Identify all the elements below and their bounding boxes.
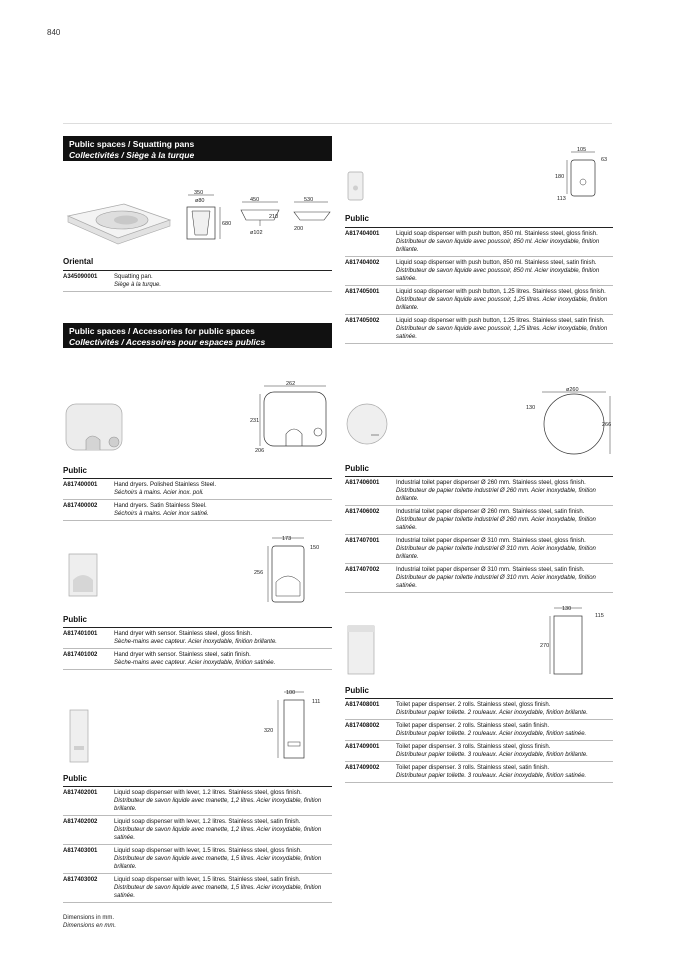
dim-105: 105 xyxy=(577,147,587,153)
product-code: A817404001 xyxy=(345,231,380,237)
soap-push-table xyxy=(345,227,613,344)
table-row xyxy=(63,649,332,670)
table-row xyxy=(345,228,613,257)
footer-note xyxy=(63,914,116,930)
dim-200: 200 xyxy=(294,226,304,232)
page-number: 840 xyxy=(47,28,61,37)
soap-push-photo xyxy=(346,170,366,204)
dim-80: ø80 xyxy=(195,198,205,204)
desc-en: Industrial toilet paper dispenser Ø 310 mm. Stainless steel, satin finish. xyxy=(396,567,585,573)
desc-fr: Distributeur papier toilette. 3 rouleaux. Acier inoxydable, finition satinée. xyxy=(396,773,587,779)
dim-63: 63 xyxy=(601,157,608,163)
soap-push-section-title: Public xyxy=(345,214,370,223)
sensor-dryer-drawing xyxy=(254,532,332,607)
soap-lever-photo xyxy=(68,708,90,764)
table-row xyxy=(63,479,332,500)
dim-350: 350 xyxy=(194,190,204,196)
table-row xyxy=(345,741,613,762)
product-code: A817400001 xyxy=(63,482,98,488)
table-row xyxy=(63,874,332,903)
product-code: A817400002 xyxy=(63,503,98,509)
desc-fr: Distributeur de papier toilette industriel Ø 310 mm. Acier inoxydable, finition satinée. xyxy=(396,575,596,589)
squatting-pan-photo xyxy=(64,198,174,246)
table-row xyxy=(345,720,613,741)
product-code: A817409002 xyxy=(345,765,380,771)
desc-fr: Distributeur papier toilette. 3 rouleaux. Acier inoxydable, finition brillante. xyxy=(396,752,588,758)
dim-111: 111 xyxy=(312,699,321,705)
table-row xyxy=(63,628,332,649)
dim-320: 320 xyxy=(264,728,274,734)
dim-150: 150 xyxy=(310,545,320,551)
desc-fr: Distributeur de savon liquide avec manette, 1,5 litres. Acier inoxydable, finition brillante. xyxy=(114,856,322,870)
desc-en: Liquid soap dispenser with lever, 1.2 litres. Stainless steel, satin finish. xyxy=(114,819,301,825)
desc-fr: Distributeur papier toilette. 2 rouleaux. Acier inoxydable, finition satinée. xyxy=(396,731,587,737)
desc-en: Liquid soap dispenser with push button, 1.25 litres. Stainless steel, satin finish. xyxy=(396,318,605,324)
desc-en: Toilet paper dispenser. 3 rolls. Stainless steel, satin finish. xyxy=(396,765,550,771)
desc-fr: Distributeur de savon liquide avec manette, 1,2 litres. Acier inoxydable, finition satinée. xyxy=(114,827,322,841)
desc-fr: Distributeur de savon liquide avec poussoir, 850 ml. Acier inoxydable, finition satinée. xyxy=(396,268,600,282)
dim-100: 100 xyxy=(286,690,296,696)
dim-206: 206 xyxy=(255,448,265,454)
table-row xyxy=(345,286,613,315)
desc-en: Hand dryers. Satin Stainless Steel. xyxy=(114,503,207,509)
desc-fr: Sèche-mains avec capteur. Acier inoxydable, finition satinée. xyxy=(114,660,276,666)
dim-231: 231 xyxy=(250,418,260,424)
toilet-rolls-table xyxy=(345,698,613,783)
product-code: A817408001 xyxy=(345,702,380,708)
sensor-dryer-section-title: Public xyxy=(63,615,88,624)
desc-fr: Distributeur de papier toilette industriel Ø 260 mm. Acier inoxydable, finition brillante. xyxy=(396,488,596,502)
squatting-header-fr: Collectivités / Siège à la turque xyxy=(69,150,195,160)
desc-en: Industrial toilet paper dispenser Ø 260 mm. Stainless steel, gloss finish. xyxy=(396,480,586,486)
soap-lever-table xyxy=(63,786,332,903)
accessories-header xyxy=(63,323,332,348)
product-code: A817405002 xyxy=(345,318,380,324)
toilet-industrial-table xyxy=(345,476,613,593)
squatting-header xyxy=(63,136,332,161)
desc-fr: Distributeur de savon liquide avec poussoir, 1,25 litres. Acier inoxydable, finition satinée. xyxy=(396,326,608,340)
desc-fr: Séchoirs à mains. Acier inox satiné. xyxy=(114,511,209,517)
dim-113: 113 xyxy=(557,196,566,202)
dim-130: 130 xyxy=(526,405,536,411)
desc-fr: Distributeur de papier toilette industriel Ø 260 mm. Acier inoxydable, finition satinée. xyxy=(396,517,596,531)
product-code: A817402001 xyxy=(63,790,98,796)
table-row xyxy=(345,477,613,506)
product-code: A817403001 xyxy=(63,848,98,854)
dim-530: 530 xyxy=(304,197,314,203)
hand-dryer-section-title: Public xyxy=(63,466,88,475)
dim-256: 256 xyxy=(254,570,264,576)
desc-fr: Séchoirs à mains. Acier inox. poli. xyxy=(114,490,204,496)
table-row xyxy=(345,257,613,286)
sensor-dryer-photo xyxy=(65,552,101,598)
sensor-dryer-table xyxy=(63,627,332,670)
desc-en: Liquid soap dispenser with push button, 850 ml. Stainless steel, satin finish. xyxy=(396,260,597,266)
toilet-rolls-drawing xyxy=(540,602,612,680)
desc-en: Liquid soap dispenser with lever, 1.2 litres. Stainless steel, gloss finish. xyxy=(114,790,302,796)
table-row xyxy=(63,816,332,845)
squatting-header-en: Public spaces / Squatting pans xyxy=(69,139,195,149)
product-code: A817401002 xyxy=(63,652,98,658)
squatting-pan-drawing-top xyxy=(178,191,238,246)
desc-fr: Distributeur de savon liquide avec manette, 1,5 litres. Acier inoxydable, finition satinée. xyxy=(114,885,322,899)
product-code: A817406001 xyxy=(345,480,380,486)
dim-680: 680 xyxy=(222,221,232,227)
product-code: A817408002 xyxy=(345,723,380,729)
table-row xyxy=(345,315,613,344)
desc-en: Liquid soap dispenser with push button, 850 ml. Stainless steel, gloss finish. xyxy=(396,231,598,237)
toilet-rolls-section-title: Public xyxy=(345,686,370,695)
desc-fr: Siège à la turque. xyxy=(114,282,162,288)
accessories-header-fr: Collectivités / Accessoires pour espaces publics xyxy=(69,337,266,347)
dim-266: 266 xyxy=(602,422,612,428)
desc-en: Hand dryer with sensor. Stainless steel, gloss finish. xyxy=(114,631,253,637)
top-rule xyxy=(63,123,612,124)
dim-173: 173 xyxy=(282,536,292,542)
dim-210: 210 xyxy=(269,214,279,220)
desc-fr: Distributeur de savon liquide avec manette, 1,2 litres. Acier inoxydable, finition brillante. xyxy=(114,798,322,812)
product-code: A817405001 xyxy=(345,289,380,295)
dim-180: 180 xyxy=(555,174,565,180)
desc-fr: Distributeur papier toilette. 2 rouleaux. Acier inoxydable, finition brillante. xyxy=(396,710,588,716)
squatting-pan-drawing-side xyxy=(290,198,334,238)
table-row xyxy=(63,845,332,874)
product-code: A817402002 xyxy=(63,819,98,825)
toilet-industrial-photo xyxy=(345,402,391,448)
desc-fr: Sèche-mains avec capteur. Acier inoxydable, finition brillante. xyxy=(114,639,277,645)
squatting-section-title: Oriental xyxy=(63,257,94,266)
product-code: A817409001 xyxy=(345,744,380,750)
soap-lever-drawing xyxy=(264,686,334,766)
desc-fr: Distributeur de papier toilette industriel Ø 310 mm. Acier inoxydable, finition brillante. xyxy=(396,546,596,560)
table-row xyxy=(63,787,332,816)
table-row xyxy=(345,762,613,783)
footer-fr: Dimensions en mm. xyxy=(63,923,117,929)
desc-en: Hand dryers. Polished Stainless Steel. xyxy=(114,482,217,488)
desc-en: Hand dryer with sensor. Stainless steel, satin finish. xyxy=(114,652,251,658)
squatting-table xyxy=(63,270,332,292)
desc-en: Industrial toilet paper dispenser Ø 260 mm. Stainless steel, satin finish. xyxy=(396,509,585,515)
product-code: A817407001 xyxy=(345,538,380,544)
soap-lever-section-title: Public xyxy=(63,774,88,783)
dim-270: 270 xyxy=(540,643,550,649)
dim-130b: 130 xyxy=(562,606,572,612)
table-row xyxy=(63,500,332,521)
hand-dryer-drawing xyxy=(250,380,335,455)
toilet-industrial-drawing xyxy=(526,384,616,456)
hand-dryer-table xyxy=(63,478,332,521)
desc-en: Liquid soap dispenser with lever, 1.5 litres. Stainless steel, gloss finish. xyxy=(114,848,302,854)
desc-fr: Distributeur de savon liquide avec poussoir, 850 ml. Acier inoxydable, finition brillante. xyxy=(396,239,600,253)
toilet-industrial-section-title: Public xyxy=(345,464,370,473)
desc-en: Toilet paper dispenser. 3 rolls. Stainless steel, gloss finish. xyxy=(396,744,551,750)
dim-102: ø102 xyxy=(250,230,263,236)
product-code: A817404002 xyxy=(345,260,380,266)
footer-en: Dimensions in mm. xyxy=(63,915,115,921)
product-code: A817403002 xyxy=(63,877,98,883)
product-code: A817407002 xyxy=(345,567,380,573)
hand-dryer-photo xyxy=(64,402,126,454)
desc-fr: Distributeur de savon liquide avec poussoir, 1,25 litres. Acier inoxydable, finition brillante. xyxy=(396,297,608,311)
dim-262: 262 xyxy=(286,381,296,387)
desc-en: Toilet paper dispenser. 2 rolls. Stainless steel, gloss finish. xyxy=(396,702,551,708)
table-row xyxy=(345,564,613,593)
table-row xyxy=(63,271,332,292)
desc-en: Toilet paper dispenser. 2 rolls. Stainless steel, satin finish. xyxy=(396,723,550,729)
product-code: A817406002 xyxy=(345,509,380,515)
soap-push-drawing xyxy=(555,146,615,208)
dim-115: 115 xyxy=(595,613,604,619)
dim-260: ø260 xyxy=(566,387,579,393)
product-code: A817401001 xyxy=(63,631,98,637)
table-row xyxy=(345,535,613,564)
desc-en: Squatting pan. xyxy=(114,274,153,280)
dim-450: 450 xyxy=(250,197,260,203)
desc-en: Industrial toilet paper dispenser Ø 310 mm. Stainless steel, gloss finish. xyxy=(396,538,586,544)
toilet-rolls-photo xyxy=(346,624,378,676)
squatting-pan-drawing-front xyxy=(238,198,288,238)
accessories-header-en: Public spaces / Accessories for public spaces xyxy=(69,326,255,336)
desc-en: Liquid soap dispenser with push button, 1.25 litres. Stainless steel, gloss finish. xyxy=(396,289,606,295)
table-row xyxy=(345,699,613,720)
product-code: A345090001 xyxy=(63,274,98,280)
desc-en: Liquid soap dispenser with lever, 1.5 litres. Stainless steel, satin finish. xyxy=(114,877,301,883)
table-row xyxy=(345,506,613,535)
